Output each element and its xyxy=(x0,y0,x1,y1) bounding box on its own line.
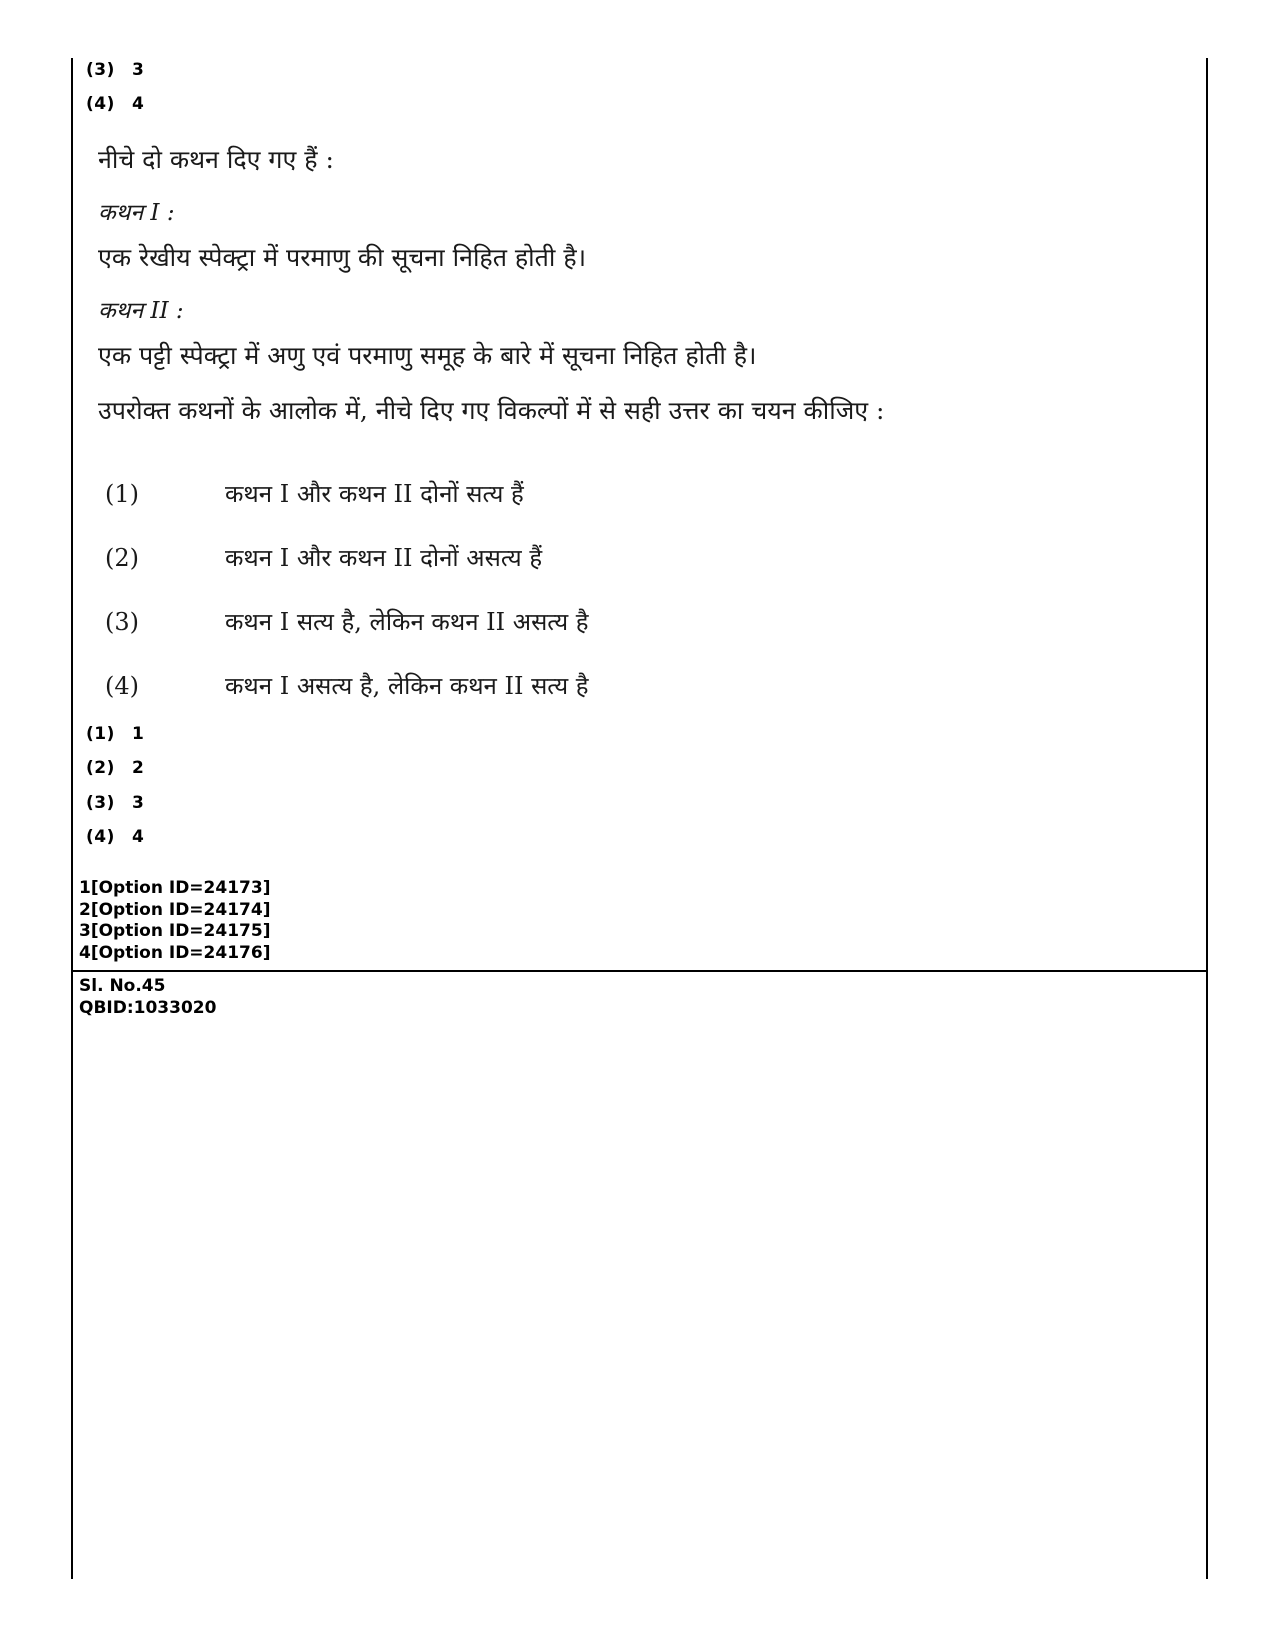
option-id-list xyxy=(79,878,270,964)
qbid: QBID:1033020 xyxy=(79,997,217,1018)
choice-1: (1) कथन I और कथन II दोनों सत्य हैं xyxy=(105,480,524,508)
right-border xyxy=(1206,58,1208,1579)
next-question-header xyxy=(79,976,216,1019)
statement2-text: एक पट्टी स्पेक्ट्रा में अणु एवं परमाणु समूह के बारे में सूचना निहित होती है। xyxy=(98,341,757,370)
serial-number: Sl. No.45 xyxy=(79,976,166,996)
option-id-3: 3[Option ID=24175] xyxy=(79,921,271,941)
option-id-4: 4[Option ID=24176] xyxy=(79,942,271,963)
choice-3: (3) कथन I सत्य है, लेकिन कथन II असत्य है xyxy=(105,608,589,636)
top-option-3: (3) 3 xyxy=(86,60,145,80)
answer-option-1: (1) 1 xyxy=(86,724,145,744)
statement1-label: कथन I : xyxy=(98,200,175,226)
choice-4: (4) कथन I असत्य है, लेकिन कथन II सत्य है xyxy=(105,672,589,700)
top-option-4: (4) 4 xyxy=(86,94,145,114)
answer-option-4: (4) 4 xyxy=(86,827,145,847)
statement2-label: कथन II : xyxy=(98,298,184,324)
section-divider xyxy=(71,970,1208,972)
answer-option-2: (2) 2 xyxy=(86,758,145,778)
choice-2: (2) कथन I और कथन II दोनों असत्य हैं xyxy=(105,544,543,572)
statement1-text: एक रेखीय स्पेक्ट्रा में परमाणु की सूचना निहित होती है। xyxy=(98,243,587,272)
question-instruction: उपरोक्त कथनों के आलोक में, नीचे दिए गए विकल्पों में से सही उत्तर का चयन कीजिए : xyxy=(98,396,885,425)
option-id-1: 1[Option ID=24173] xyxy=(79,878,271,898)
option-id-2: 2[Option ID=24174] xyxy=(79,899,271,920)
answer-option-3: (3) 3 xyxy=(86,793,145,813)
question-intro: नीचे दो कथन दिए गए हैं : xyxy=(98,145,334,174)
left-border xyxy=(71,58,73,1579)
